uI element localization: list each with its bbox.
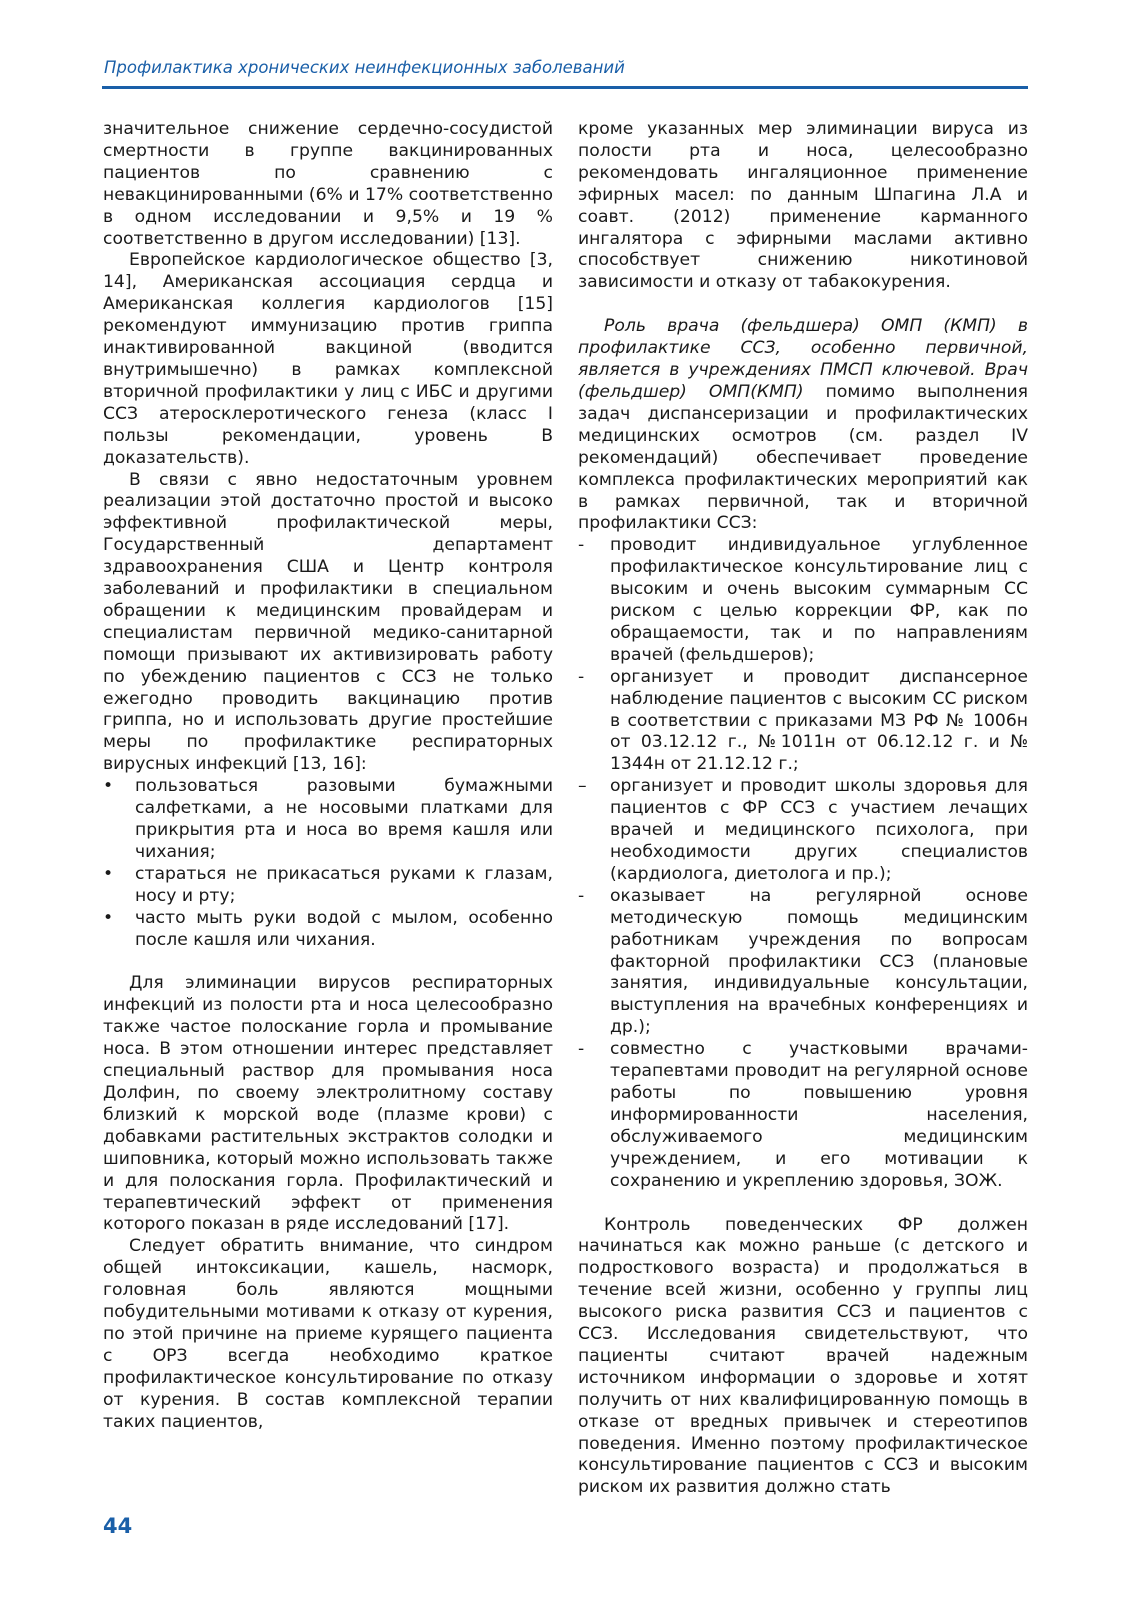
paragraph xyxy=(578,316,1028,535)
dash-marker: - xyxy=(578,1039,585,1060)
left-column xyxy=(103,119,553,1433)
list-item-text: часто мыть руки водой с мылом, особенно после кашля или чихания. xyxy=(135,907,553,950)
paragraph: значительное снижение сердечно-сосудистой смертности в группе вакцинированных пациентов по сравнению с невакцинированными (6% и 17% соответственно в одном исследовании и 9,5% и 19 % соответственно в другом исследовании) [13]. xyxy=(103,119,553,249)
list-item xyxy=(578,535,1028,666)
emphasis-text: Роль врача (фельдшера) ОМП (КМП) в профилактике ССЗ, особенно первичной, является в учреждениях ПМСП ключевой. Врач (фельдшер) ОМП(КМП) xyxy=(578,316,1028,402)
list-item xyxy=(578,776,1028,886)
list-item-text: совместно с участковыми врачами-терапевтами проводит на регулярной основе работы по повышению уровня информированности населения, обслуживаемого медицинским учреждением, и его мотивации к сохранению и укреплению здоровья, ЗОЖ. xyxy=(610,1039,1028,1191)
right-column xyxy=(578,119,1028,1499)
list-item-text: оказывает на регулярной основе методическую помощь медицинским работникам учреждения по вопросам факторной профилактики ССЗ (плановые занятия, индивидуальные консультации, выступления на врачебных конференциях и др.); xyxy=(610,885,1028,1038)
list-item xyxy=(578,667,1028,777)
spacer xyxy=(103,951,553,973)
bullet-list xyxy=(103,776,553,951)
spacer xyxy=(578,294,1028,316)
dash-marker: - xyxy=(578,535,585,556)
list-item-text: организует и проводит диспансерное наблюдение пациентов с высоким СС риском в соответствии с приказами МЗ РФ № 1006н от 03.12.12 г., №1011н от 06.12.12 г. и № 1344н от 21.12.12 г.; xyxy=(610,666,1028,775)
paragraph: В связи с явно недостаточным уровнем реализации этой достаточно простой и высоко эффективной профилактической меры, Государственный департамент здравоохранения США и Центр контроля заболеваний и профилактики в специальном обращении к медицинским провайдерам и специалистам первичной медико-санитарной помощи призывают их активизировать работу по убеждению пациентов с ССЗ не только ежегодно проводить вакцинацию против гриппа, но и использовать другие простейшие меры по профилактике респираторных вирусных инфекций [13, 16]: xyxy=(103,469,553,775)
list-item xyxy=(578,886,1028,1039)
dash-list xyxy=(578,535,1028,1192)
list-item-text: пользоваться разовыми бумажными салфетками, а не носовыми платками для прикрытия рта и носа во время кашля или чихания; xyxy=(135,776,553,862)
dash-marker: - xyxy=(578,666,585,687)
paragraph: Для элиминации вирусов респираторных инфекций из полости рта и носа целесообразно также частое полоскание горла и промывание носа. В этом отношении интерес представляет специальный раствор для промывания носа Долфин, по своему электролитному составу близкий к морской воде (плазме крови) с добавками растительных экстрактов солодки и шиповника, который можно использовать также и для полоскания горла. Профилактический и терапевтический эффект от применения которого показан в ряде исследований [17]. xyxy=(103,973,553,1235)
header-divider xyxy=(102,86,1028,89)
list-item-text: стараться не прикасаться руками к глазам, носу и рту; xyxy=(135,863,553,906)
bullet-marker: • xyxy=(103,776,114,797)
list-item xyxy=(578,1039,1028,1192)
dash-marker: - xyxy=(578,885,585,906)
dash-marker: – xyxy=(578,776,587,797)
bullet-marker: • xyxy=(103,907,114,928)
list-item xyxy=(103,864,553,908)
paragraph-text: помимо выполнения задач диспансеризации и профилактических медицинских осмотров (см. раздел IV рекомендаций) обеспечивает проведение комплекса профилактических мероприятий как в рамках первичной, так и вторичной профилактики ССЗ: xyxy=(578,381,1028,534)
bullet-marker: • xyxy=(103,863,114,884)
paragraph: Контроль поведенческих ФР должен начинаться как можно раньше (с детского и подросткового возраста) и продолжаться в течение всей жизни, особенно у группы лиц высокого риска развития ССЗ и пациентов с ССЗ. Исследования свидетельствуют, что пациенты считают врачей надежным источником информации о здоровье и хотят получить от них квалифицированную помощь в отказе от вредных привычек и стереотипов поведения. Именно поэтому профилактическое консультирование пациентов с ССЗ и высоким риском их развития должно стать xyxy=(578,1214,1028,1498)
paragraph: Следует обратить внимание, что синдром общей интоксикации, кашель, насморк, головная боль являются мощными побудительными мотивами к отказу от курения, по этой причине на приеме курящего пациента с ОРЗ всегда необходимо краткое профилактическое консультирование по отказу от курения. В состав комплексной терапии таких пациентов, xyxy=(103,1236,553,1432)
list-item-text: проводит индивидуальное углубленное профилактическое консультирование лиц с высоким и очень высоким суммарным СС риском с целью коррекции ФР, как по обращаемости, так и по направлениям врачей (фельдшеров); xyxy=(610,535,1028,665)
spacer xyxy=(578,1193,1028,1215)
paragraph: Европейское кардиологическое общество [3, 14], Американская ассоциация сердца и Американская коллегия кардиологов [15] рекомендуют иммунизацию против гриппа инактивированной вакциной (вводится внутримышечно) в рамках комплексной вторичной профилактики у лиц с ИБС и другими ССЗ атеросклеротического генеза (класс I пользы рекомендации, уровень В доказательств). xyxy=(103,250,553,468)
paragraph: кроме указанных мер элиминации вируса из полости рта и носа, целесообразно рекомендовать ингаляционное применение эфирных масел: по данным Шпагина Л.А и соавт. (2012) применение карманного ингалятора с эфирными маслами активно способствует снижению никотиновой зависимости и отказу от табакокурения. xyxy=(578,119,1028,293)
page-number: 44 xyxy=(103,1514,133,1538)
list-item xyxy=(103,908,553,952)
list-item xyxy=(103,776,553,864)
running-header: Профилактика хронических неинфекционных заболеваний xyxy=(104,58,625,77)
list-item-text: организует и проводит школы здоровья для пациентов с ФР ССЗ с участием лечащих врачей и медицинского психолога, при необходимости других специалистов (кардиолога, диетолога и пр.); xyxy=(610,776,1028,884)
